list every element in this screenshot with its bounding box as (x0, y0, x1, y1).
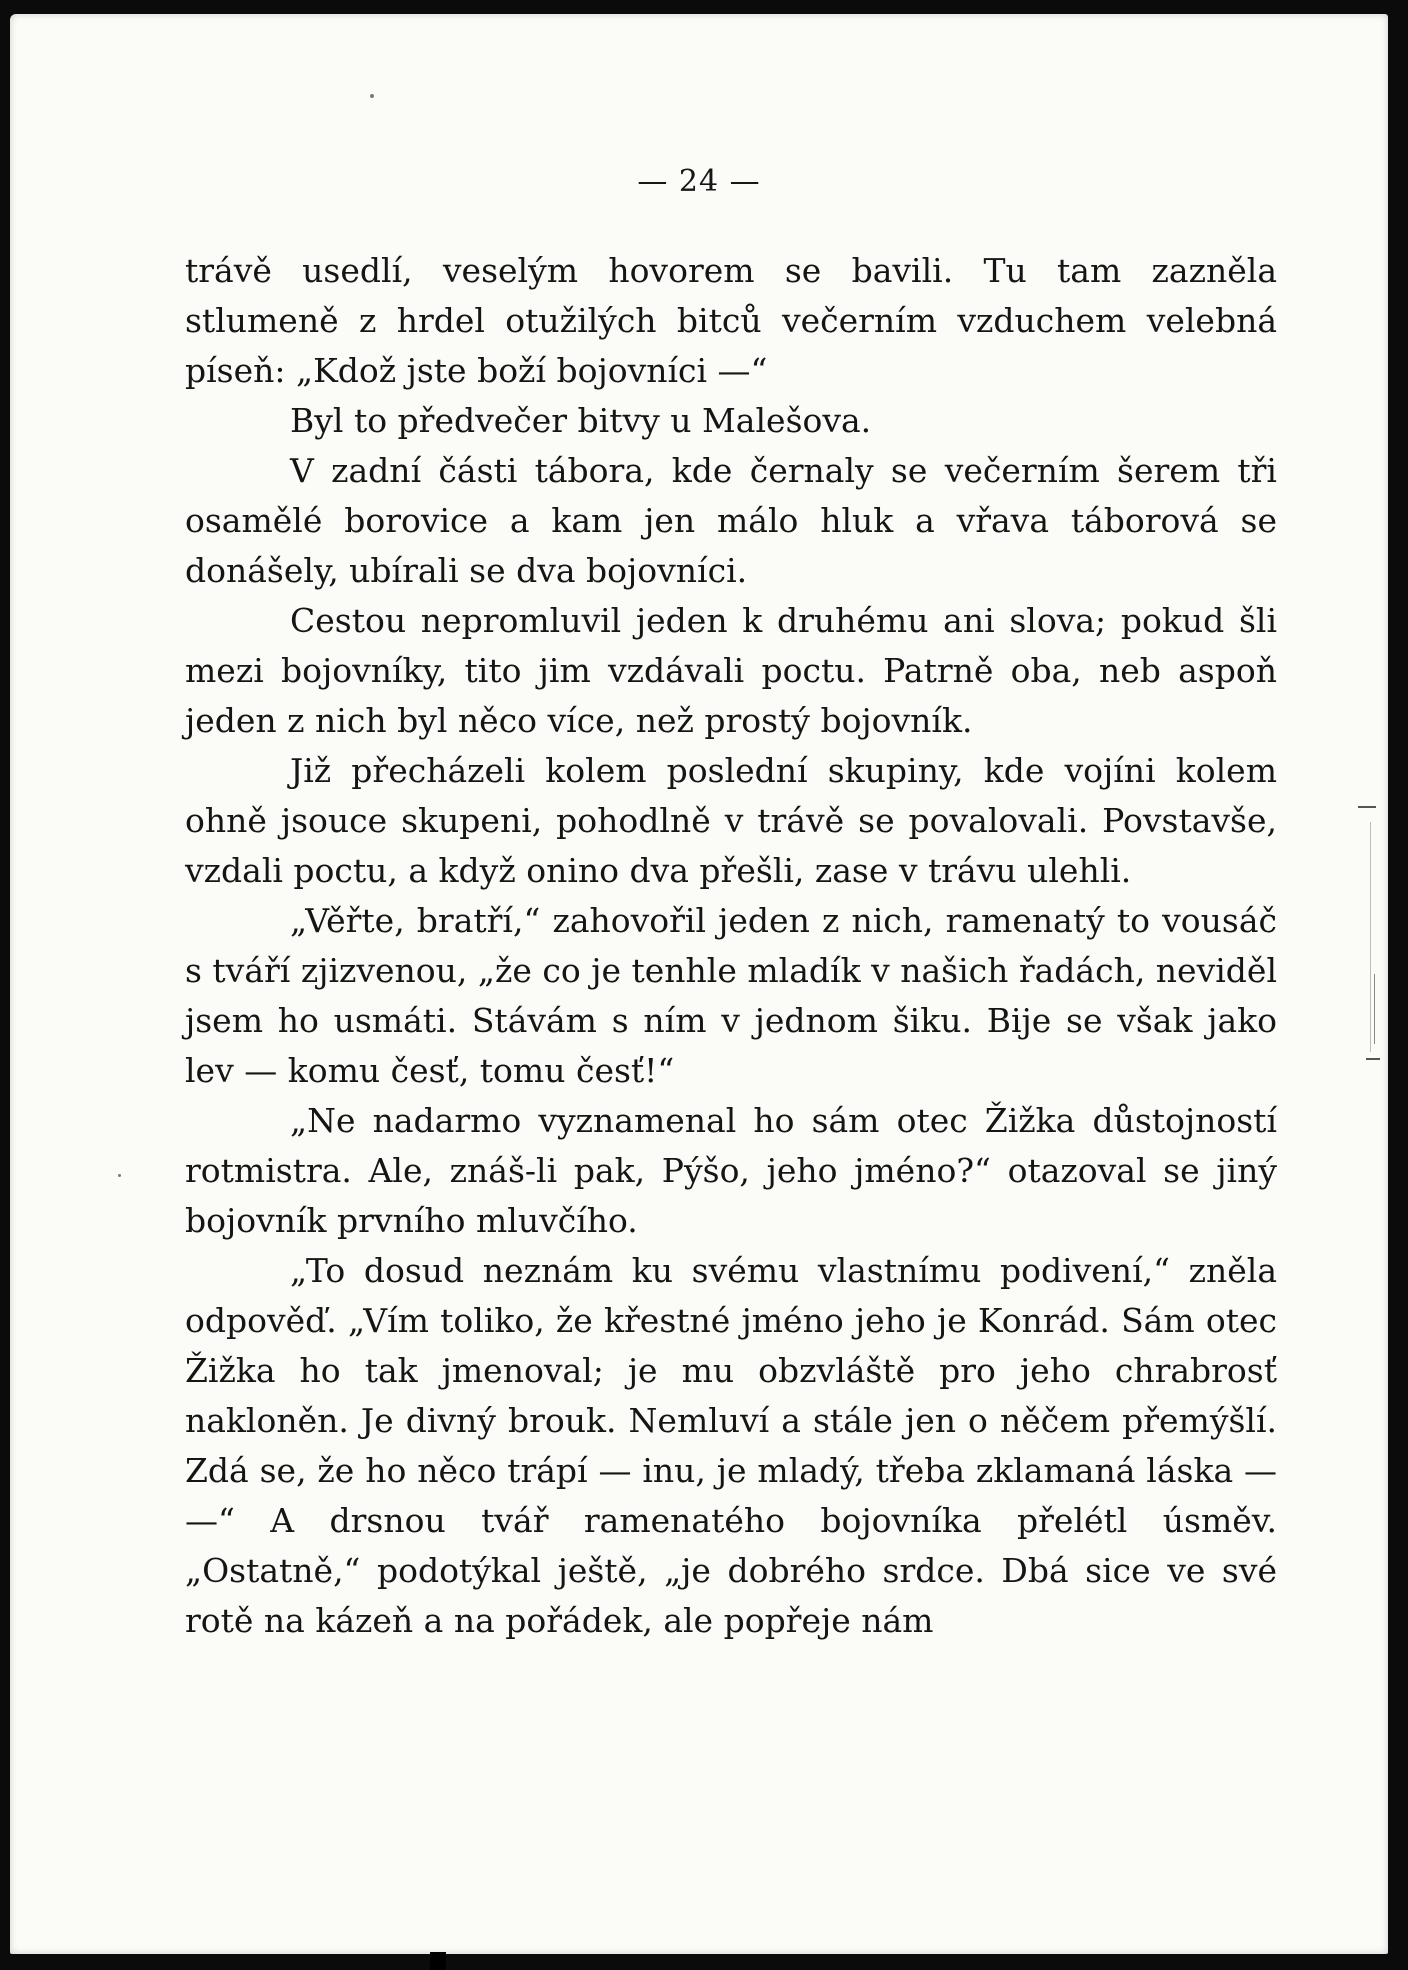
paper-speck (370, 94, 374, 98)
margin-mark (1358, 806, 1376, 808)
scan-artifact (430, 1952, 446, 1970)
margin-mark (1366, 1058, 1380, 1060)
body-text (185, 246, 1277, 1646)
paragraph: trávě usedlí, veselým hovorem se bavili. Tu tam zazněla stlumeně z hrdel otužilých bitců večerním vzduchem velebná píseň: „Kdož jste boží bojovníci —“ (185, 251, 1277, 390)
margin-rule (1374, 974, 1375, 1044)
book-page (10, 14, 1388, 1954)
paragraph: „Věřte, bratří,“ zahovořil jeden z nich, ramenatý to vousáč s tváří zjizvenou, „že co je tenhle mladík v našich řadách, neviděl jsem ho usmáti. Stávám s ním v jednom šiku. Bije se však jako lev — komu česť, tomu česť!“ (185, 901, 1277, 1090)
paragraph: Byl to předvečer bitvy u Malešova. (290, 401, 872, 440)
paragraph: „Ne nadarmo vyznamenal ho sám otec Žižka důstojností rotmistra. Ale, znáš-li pak, Pýšo, jeho jméno?“ otazoval se jiný bojovník prvního mluvčího. (185, 1101, 1277, 1240)
paper-speck (118, 1174, 121, 1177)
paragraph: „To dosud neznám ku svému vlastnímu podivení,“ zněla odpověď. „Vím toliko, že křestné jméno jeho je Konrád. Sám otec Žižka ho tak jmenoval; je mu obzvláště pro jeho chrabrosť nakloněn. Je divný brouk. Nemluví a stále jen o něčem přemýšlí. Zdá se, že ho něco trápí — inu, je mladý, třeba zklamaná láska — —“ A drsnou tvář ramenatého bojovníka přelétl úsměv. „Ostatně,“ podotýkal ještě, „je dobrého srdce. Dbá sice ve své rotě na kázeň a na pořádek, ale popřeje nám (185, 1251, 1277, 1640)
page-number: — 24 — (637, 164, 761, 199)
paragraph: Již přecházeli kolem poslední skupiny, kde vojíni kolem ohně jsouce skupeni, pohodlně v trávě se povalovali. Povstavše, vzdali poctu, a když onino dva přešli, zase v trávu ulehli. (185, 751, 1277, 890)
paragraph: Cestou nepromluvil jeden k druhému ani slova; pokud šli mezi bojovníky, tito jim vzdávali poctu. Patrně oba, neb aspoň jeden z nich byl něco více, než prostý bojovník. (185, 601, 1277, 740)
paragraph: V zadní části tábora, kde černaly se večerním šerem tři osamělé borovice a kam jen málo hluk a vřava táborová se donášely, ubírali se dva bojovníci. (185, 451, 1277, 590)
margin-rule (1370, 822, 1371, 1052)
